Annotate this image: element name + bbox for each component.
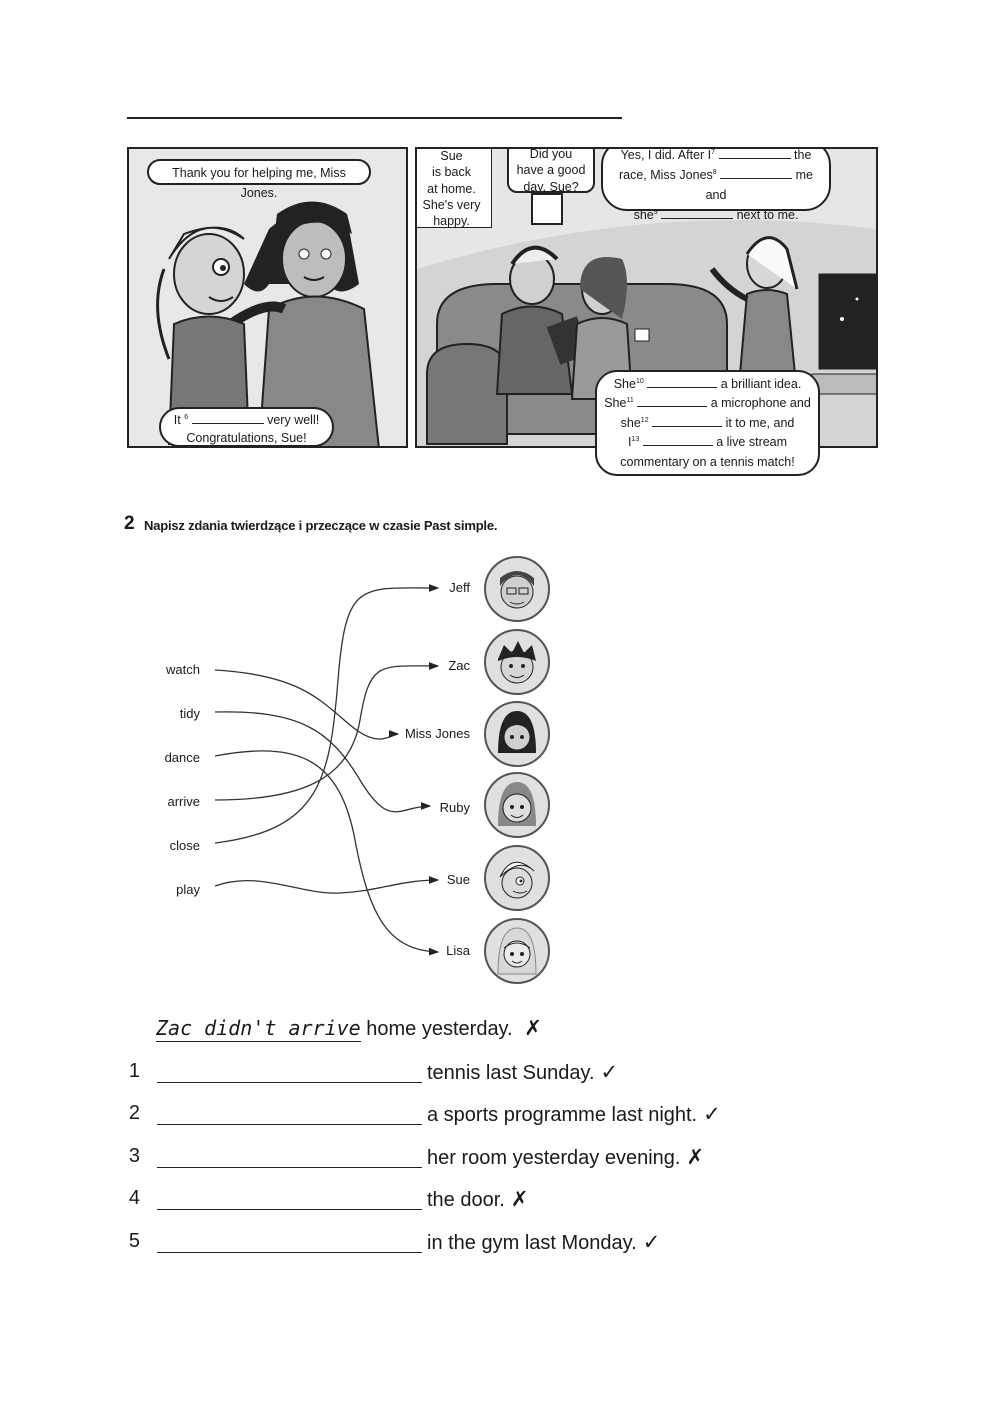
- text: a microphone and: [710, 396, 811, 411]
- answer-line[interactable]: [157, 1167, 422, 1168]
- name-sue[interactable]: Sue: [446, 872, 470, 887]
- verb-tidy[interactable]: tidy: [179, 706, 200, 721]
- exercise-instruction: Napisz zdania twierdzące i przeczące w czasie Past simple.: [144, 518, 498, 533]
- cross-mark-icon: ✗: [524, 1017, 542, 1040]
- speech-text: Thank you for helping me, Miss Jones.: [172, 166, 346, 200]
- text: me and: [705, 168, 814, 202]
- item-number: 2: [128, 1102, 140, 1124]
- cross-mark-icon: ✗: [510, 1188, 529, 1211]
- avatar-ruby: [484, 772, 550, 838]
- item-text: [427, 1230, 660, 1255]
- answer-line[interactable]: [157, 1209, 422, 1210]
- bubble-line: have a good: [516, 163, 586, 178]
- gap-number: 9: [653, 208, 658, 216]
- item-rest: a sports programme last night.: [427, 1104, 698, 1126]
- example-rest: home yesterday.: [366, 1018, 513, 1040]
- check-mark-icon: ✓: [642, 1231, 661, 1254]
- item-number: 4: [128, 1187, 140, 1209]
- verb-arrive[interactable]: arrive: [167, 794, 200, 809]
- avatar-sue: [484, 845, 550, 911]
- text: It: [173, 413, 181, 427]
- avatar-miss-jones: [484, 701, 550, 767]
- caption-line: at home.: [427, 181, 476, 196]
- gap-number: 13: [631, 435, 640, 443]
- example-answer: Zac didn't arrive: [156, 1016, 361, 1040]
- name-jeff[interactable]: Jeff: [449, 580, 470, 595]
- text: a live stream: [716, 435, 788, 450]
- item-number: 5: [128, 1230, 140, 1252]
- bubble-line: Did you: [529, 147, 573, 161]
- name-miss-jones[interactable]: Miss Jones: [404, 726, 470, 741]
- answer-line[interactable]: [157, 1124, 422, 1125]
- answer-line[interactable]: [157, 1082, 422, 1083]
- bubble-line: commentary on a tennis match!: [620, 454, 795, 469]
- verb-close[interactable]: close: [169, 838, 200, 853]
- gap-number: 12: [640, 416, 649, 424]
- item-text: [427, 1187, 528, 1212]
- item-rest: the door.: [427, 1189, 505, 1211]
- gap-number: 11: [626, 397, 634, 405]
- text: race, Miss Jones: [618, 168, 713, 182]
- item-text: [427, 1102, 721, 1127]
- verb-dance[interactable]: dance: [164, 750, 200, 765]
- text: she: [620, 415, 641, 430]
- cross-mark-icon: ✗: [686, 1146, 705, 1169]
- gap-number: 7: [711, 148, 716, 156]
- text: she: [633, 208, 654, 222]
- gap-number: 8: [712, 168, 717, 176]
- item-text: [427, 1145, 704, 1170]
- line-dance-lisa: [215, 751, 438, 952]
- gap-number: 10: [635, 377, 644, 385]
- avatar-lisa: [484, 918, 550, 984]
- answer-line[interactable]: [157, 1252, 422, 1253]
- caption-line: is back: [432, 165, 471, 180]
- text: I: [627, 435, 632, 450]
- bubble-line: Congratulations, Sue!: [186, 431, 307, 446]
- text: She: [604, 396, 627, 411]
- verb-watch[interactable]: watch: [166, 662, 200, 677]
- text: She: [613, 377, 636, 391]
- avatar-jeff: [484, 556, 550, 622]
- check-mark-icon: ✓: [703, 1103, 721, 1126]
- item-rest: her room yesterday evening.: [427, 1147, 681, 1169]
- item-rest: in the gym last Monday.: [427, 1232, 637, 1254]
- text: next to me.: [736, 208, 799, 222]
- exercise-number: 2: [124, 513, 135, 534]
- name-ruby[interactable]: Ruby: [439, 800, 470, 815]
- name-lisa[interactable]: Lisa: [446, 943, 470, 958]
- text: Yes, I did. After I: [620, 148, 712, 162]
- item-number: 1: [128, 1060, 140, 1082]
- name-zac[interactable]: Zac: [448, 658, 470, 673]
- text: a brilliant idea.: [720, 377, 802, 391]
- gap-number: 6: [184, 413, 189, 421]
- text: the: [794, 148, 812, 162]
- caption-line: happy.: [433, 214, 470, 228]
- item-text: [427, 1060, 618, 1085]
- item-number: 3: [128, 1145, 140, 1167]
- verb-play[interactable]: play: [176, 882, 200, 897]
- bubble-line: day, Sue?: [523, 179, 579, 194]
- example-sentence: [156, 1016, 542, 1041]
- caption-line: Sue: [440, 149, 463, 163]
- caption-line: She's very: [422, 197, 481, 212]
- avatar-zac: [484, 629, 550, 695]
- text: it to me, and: [725, 415, 795, 430]
- item-rest: tennis last Sunday.: [427, 1062, 595, 1084]
- check-mark-icon: ✓: [600, 1061, 619, 1084]
- text: very well!: [267, 413, 320, 427]
